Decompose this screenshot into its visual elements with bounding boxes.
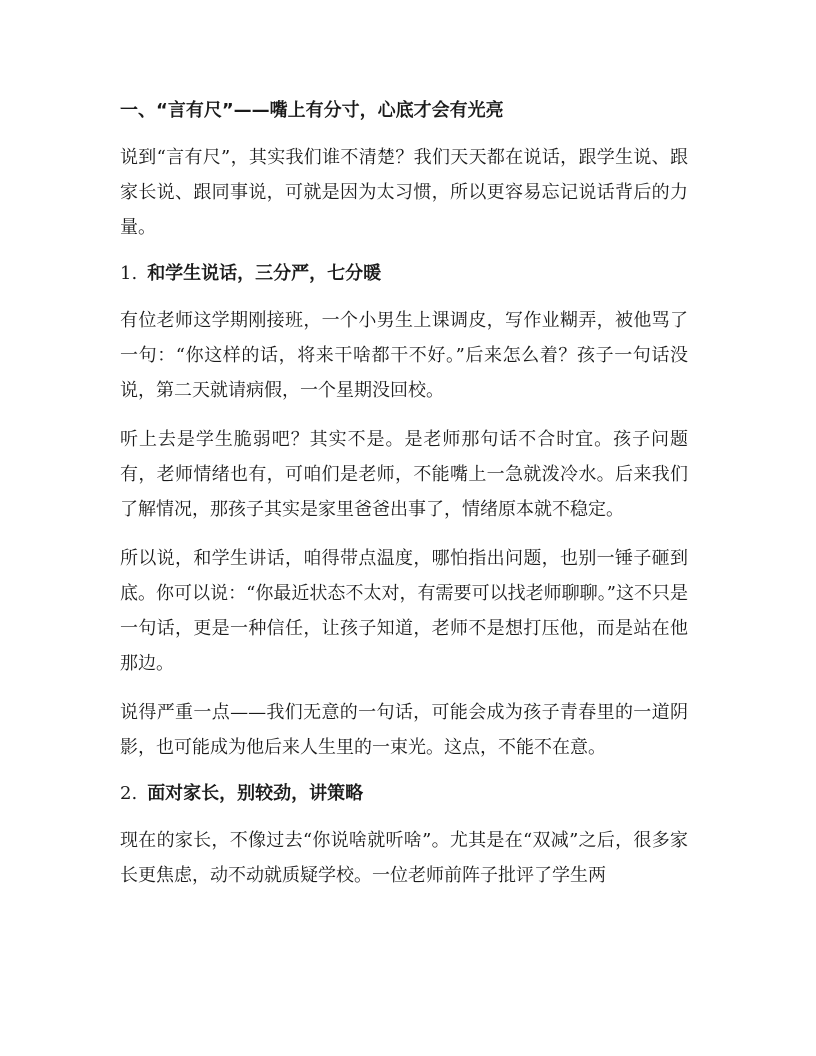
paragraph: 有位老师这学期刚接班，一个小男生上课调皮，写作业糊弄，被他骂了一句：“你这样的话，将来干啥都干不好。”后来怎么着？孩子一句话没说，第二天就请病假，一个星期没回校。 xyxy=(120,310,688,401)
subsection-number: 2. xyxy=(120,783,138,804)
intro-paragraph: 说到“言有尺”，其实我们谁不清楚？我们天天都在说话，跟学生说、跟家长说、跟同事说，可就是因为太习惯，所以更容易忘记说话背后的力量。 xyxy=(120,147,688,238)
paragraph: 说得严重一点——我们无意的一句话，可能会成为孩子青春里的一道阴影，也可能成为他后来人生里的一束光。这点，不能不在意。 xyxy=(120,702,688,758)
paragraph: 所以说，和学生讲话，咱得带点温度，哪怕指出问题，也别一锤子砸到底。你可以说：“你最近状态不太对，有需要可以找老师聊聊。”这不只是一句话，更是一种信任，让孩子知道，老师不是想打压他，而是站在他那边。 xyxy=(120,548,688,674)
subsection-heading-1 xyxy=(120,259,688,289)
subsection-number: 1. xyxy=(120,263,138,284)
subsection-heading-2 xyxy=(120,779,688,809)
paragraph: 听上去是学生脆弱吧？其实不是。是老师那句话不合时宜。孩子问题有，老师情绪也有，可咱们是老师，不能嘴上一急就泼冷水。后来我们了解情况，那孩子其实是家里爸爸出事了，情绪原本就不稳定。 xyxy=(120,429,688,520)
document-page xyxy=(120,96,688,907)
paragraph: 现在的家长，不像过去“你说啥就听啥”。尤其是在“双减”之后，很多家长更焦虑，动不动就质疑学校。一位老师前阵子批评了学生两 xyxy=(120,830,688,886)
subsection-title: 和学生说话，三分严，七分暖 xyxy=(147,263,382,284)
subsection-title: 面对家长，别较劲，讲策略 xyxy=(147,783,364,804)
section-heading: 一、“言有尺”——嘴上有分寸，心底才会有光亮 xyxy=(120,100,504,121)
